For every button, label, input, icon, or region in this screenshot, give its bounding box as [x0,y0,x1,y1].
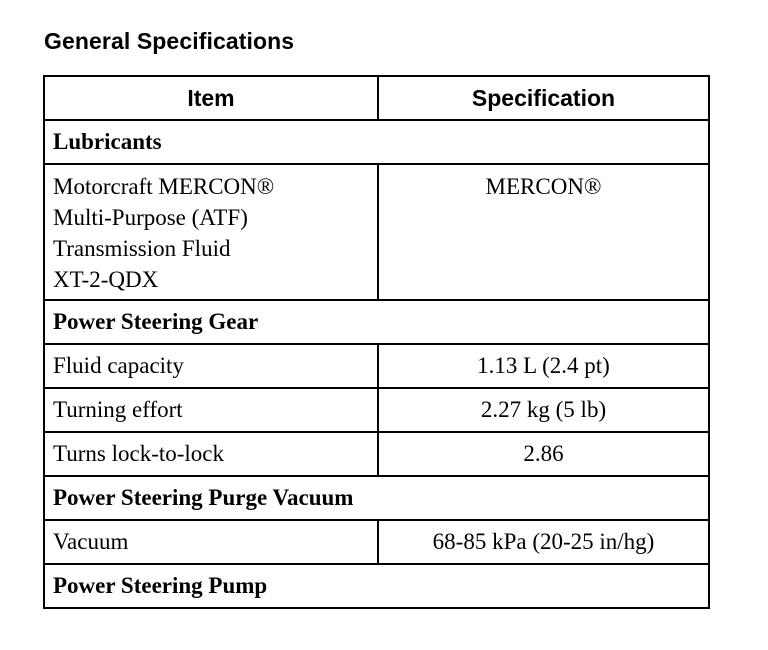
spec-cell: 1.13 L (2.4 pt) [378,344,709,388]
item-cell [44,164,378,300]
section-title: Power Steering Purge Vacuum [44,476,709,520]
item-line: XT-2-QDX [53,267,159,292]
item-line: Transmission Fluid [53,236,231,261]
section-title: Power Steering Pump [44,564,709,608]
table-row [44,520,709,564]
table-row [44,164,709,300]
page-title: General Specifications [44,28,295,54]
spec-cell: 2.27 kg (5 lb) [378,388,709,432]
section-row-power-steering-purge-vacuum [44,476,709,520]
table-row [44,344,709,388]
column-header-specification: Specification [378,76,709,120]
specifications-table [43,75,710,609]
section-row-lubricants [44,120,709,164]
section-row-power-steering-gear [44,300,709,344]
item-line: Motorcraft MERCON® [53,174,275,199]
table-row [44,388,709,432]
item-cell: Fluid capacity [44,344,378,388]
section-title: Power Steering Gear [44,300,709,344]
section-title: Lubricants [44,120,709,164]
table-header-row [44,76,709,120]
item-cell: Turning effort [44,388,378,432]
table-row [44,432,709,476]
column-header-item: Item [44,76,378,120]
section-row-power-steering-pump [44,564,709,608]
item-cell: Turns lock-to-lock [44,432,378,476]
item-cell: Vacuum [44,520,378,564]
item-line: Multi-Purpose (ATF) [53,205,248,230]
spec-cell: 2.86 [378,432,709,476]
spec-cell: 68-85 kPa (20-25 in/hg) [378,520,709,564]
spec-cell: MERCON® [378,164,709,300]
